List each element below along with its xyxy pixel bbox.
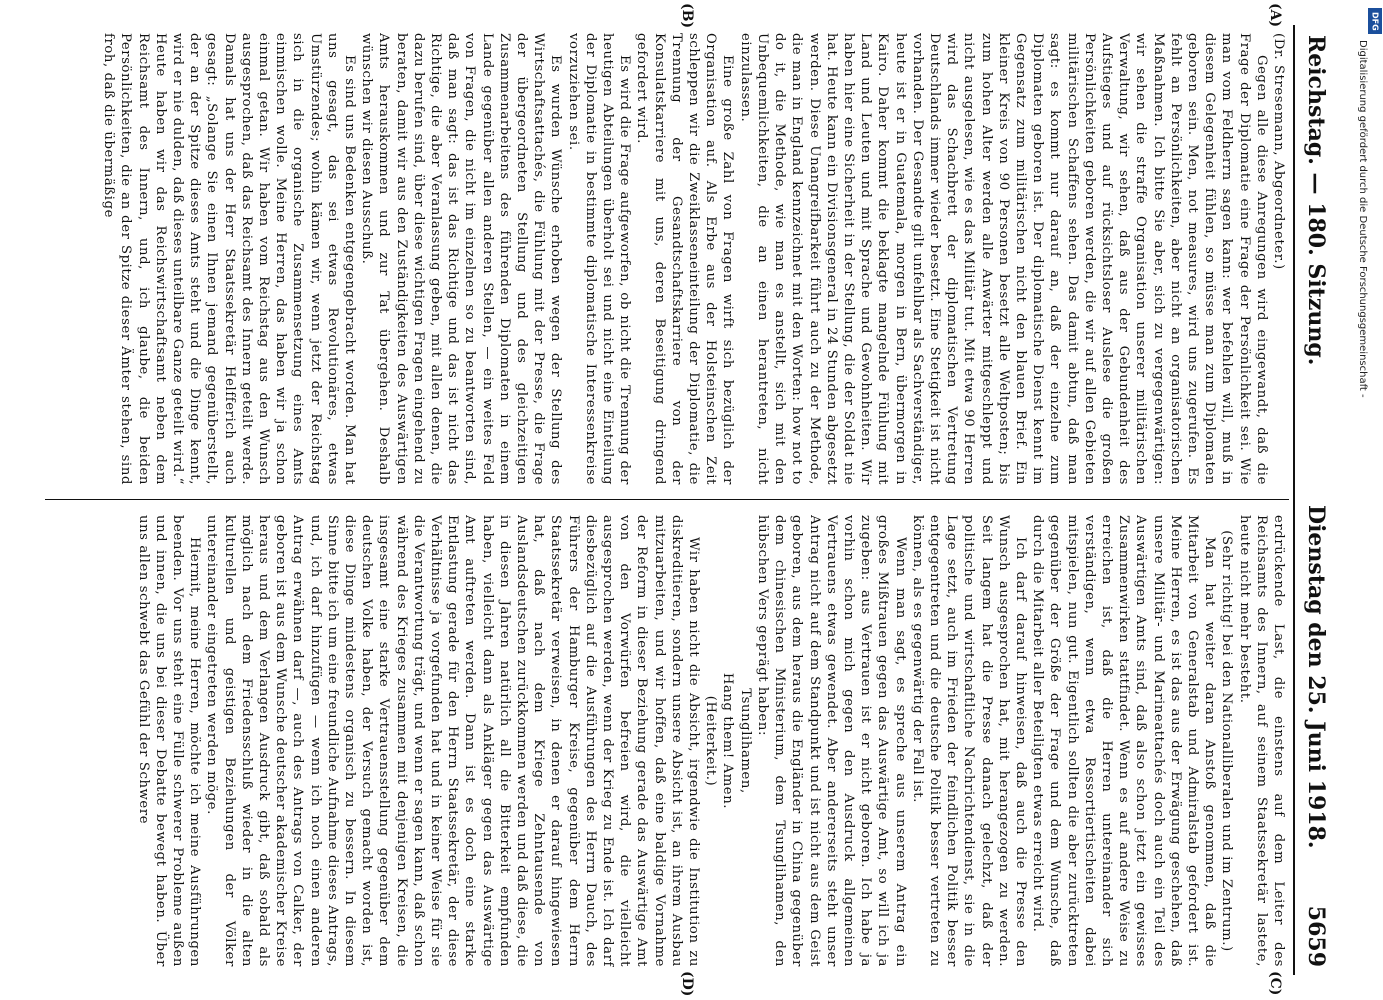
page-header [1295, 25, 1335, 975]
header-left-title: Reichstag. — 180. Sitzung. [1303, 35, 1329, 366]
left-text-column [45, 33, 1287, 485]
paragraph: Es wurden Wünsche erhoben wegen der Stellung des Wirtschaftsattachés, die Fühlung mit der Presse, die Frage der übergeordneten Stellung und des gleichzeitigen Zusammenarbeitens des führenden Diplomaten in einem Lande gegenüber allen anderen Stellen, — ein weites Feld von Fragen, die nicht im einzelnen so zu beantworten sind, daß man sagt: das ist das Richtige und das ist nicht das Richtige, die aber Veranlassung geben, mit allen denen, die dazu berufen sind, über diese wichtigen Fragen eingehend zu beraten, damit wir aus den Zuständigkeiten des Auswärtigen Amts herauskommen und zur Tat übergehen. Deshalb wünschen wir diesen Ausschuß. [359, 33, 564, 485]
paragraph: Es sind uns Bedenken entgegengebracht worden. Man hat uns gesagt, das sei etwas Revolutionäres, etwas Umstürzendes; wohin kämen wir, wenn jetzt der Reichstag sich in die organische Zusammensetzung eines Amts einmischen wolle. Meine Herren, das haben wir ja schon einmal getan. Wir haben vom Reichstag aus den Wunsch ausgesprochen, daß das Reichsamt des Innern geteilt werde. Damals hat uns der Herr Staatssekretär Helfferich auch gesagt: „Solange Sie einen Ihnen jemand gegenüberstellt, der an der Spitze dieses Amts steht und die Dinge kennt, wird er nie dulden, daß dieses unteilbare Ganze geteilt wird.“ Heute haben wir das Reichswirtschaftsamt neben dem Reichsamt des Innern, und, ich glaube, die beiden Persönlichkeiten, die an der Spitze dieser Ämter stehen, sind froh, daß die übermäßige [101, 33, 358, 485]
margin-mark-a: (A) [1267, 3, 1283, 28]
paragraph: Wir haben nicht die Absicht, irgendwie die Institution zu diskreditieren, sondern unsere Absicht ist, an ihrem Ausbau mitzuarbeiten, und wir hoffen, daß eine baldige Vornahme der Reform in dieser Beziehung gerade das Auswärtige Amt von den Vorwürfen befreien wird, die vielleicht ausgesprochen werden, wenn der Krieg zu Ende ist. Ich darf diesbezüglich auf die Ausführungen des Herrn Dauch, des Führers der Hamburger Kreise, gegenüber dem Herrn Staatssekretär verweisen, in denen er darauf hingewiesen hat, daß nach dem Kriege Zehntausende von Auslandsdeutschen zurückkommen werden und daß diese, die in diesen Jahren natürlich all die Bitterkeit empfunden haben, vielleicht dann als Ankläger gegen das Auswärtige Amt auftreten werden. Dann ist es doch eine starke Entlastung gerade für den Herrn Staatssekretär, der diese Verhältnisse ja vorgefunden hat und in keiner Weise für sie die Verantwortung trägt, und wenn er sagen kann, daß schon während des Krieges zusammen mit denjenigen Kreisen, die insgesamt eine starke Vertrauensstellung gegenüber dem deutschen Volke haben, der Versuch gemacht worden ist, diese Dinge mindestens organisch zu bessern. In diesem Sinne bitte ich um eine freundliche Aufnahme dieses Antrags, und, ich darf hinzufügen — wenn ich noch einen anderen Antrag erwähnen darf —, auch des Antrags von Calker, der geboren ist aus dem Wunsche deutscher akademischer Kreise heraus und dem Verlangen Ausdruck gibt, daß sobald als möglich nach dem Friedensschluß wieder in die alten kulturellen und geistigen Beziehungen der Völker untereinander eingetreten werden möge. [204, 515, 702, 967]
speaker-line: (Dr. Stresemann, Abgeordneter.) [1271, 33, 1286, 270]
paragraph: Es wird die Frage aufgeworfen, ob nicht die Trennung der heutigen Abteilungen überholt sei und nicht eine Einteilung der Diplomatie in bestimmte diplomatische Interessenkreise vorzuziehen sei. [565, 33, 633, 485]
header-rule [1293, 25, 1295, 975]
interjection: (Heiterkeit.) [703, 695, 719, 787]
rotated-newspaper-page [45, 3, 1335, 997]
digitization-note: Digitalisierung gefördert durch die Deutsche Forschungsgemeinschaft - [1357, 40, 1368, 398]
paragraph: Wenn man sagt, es spreche aus unserem Antrag ein großes Mißtrauen gegen das Auswärtige Amt, so will ich ja zugeben: aus Vertrauen ist er nicht geboren. Ich habe ja vorhin schon mich gegen den Ausdruck allgemeinen Vertrauens etwas gewendet. Aber andererseits steht unser Antrag nicht auf dem Standpunkt und ist nicht aus dem Geist geboren, aus dem heraus die Engländer in China gegenüber dem chinesischen Ministerium, dem Tsunglihamen, den hübschen Vers geprägt haben: [754, 515, 908, 967]
margin-mark-d: (D) [679, 971, 695, 997]
dfg-logo: DFG [1368, 8, 1382, 34]
paragraph: Eine große Zahl von Fragen wirft sich bezüglich der Organisation auf. Als Erbe aus der Holsteinschen Zeit schleppen wir die Zweiklasseneinteilung der Diplomatie, die Trennung der Gesandtschaftskarriere von der Konsulatskarriere mit uns, deren Beseitigung dringend gefordert wird. [634, 33, 736, 485]
verse-line: Tsunglihamen, [737, 688, 753, 794]
margin-mark-c: (C) [1267, 971, 1283, 996]
header-date: Dienstag den 25. Juni 1918. [1303, 505, 1329, 849]
right-text-column [45, 515, 1287, 967]
paragraph: Ich darf darauf hinweisen, daß auch die Presse den Wunsch ausgesprochen hat, mit herangezogen zu werden. Seit langem hat die Presse danach gelechzt, daß der politische und wirtschaftliche Nachrichtendienst, sie in die Lage setzt, auch im Frieden der feindlichen Politik besser entgegentreten und die deutsche Politik besser vertreten zu können, als es gegenwärtig der Fall ist. [909, 515, 1028, 967]
interjection: (Sehr richtig! bei den Nationalliberalen und im Zentrum.) [1219, 530, 1235, 952]
margin-mark-b: (B) [679, 3, 695, 29]
column-divider [45, 499, 1289, 500]
paragraph: erdrückende Last, die einstens auf dem Leiter des Reichsamts des Innern, auf seinem Staatssekretär lastete, heute nicht mehr besteht. [1236, 515, 1286, 967]
paragraph: Hiermit, meine Herren, möchte ich meine Ausführungen beenden. Vor uns steht eine Fülle schwerer Probleme außen und innen, die uns bei dieser Debatte bewegt haben. Über uns allen schwebt das Gefühl der Schwere [135, 515, 203, 967]
page-number: 5659 [1303, 905, 1329, 967]
verse-line: Hang them! Amen. [720, 672, 736, 810]
paragraph: Gegen alle diese Anregungen wird eingewandt, daß die Frage der Diplomatie eine Frage der Persönlichkeit sei. Wie man vom Feldherrn sagen kann: wer befehlen will, muß in diesem Gelegenheit fühlen, so müsse man zum Diplomaten geboren sein. Men, not measures, wird uns zugerufen. Es fehlt an Persönlichkeiten, aber nicht an organisatorischen Maßnahmen. Ich bitte Sie aber, sich zu vergegenwärtigen: wir sehen die straffe Organisation unserer militärischen Verwaltung, wir sehen, daß aus der Gebundenheit des Aufstieges und auf rücksichtsloser Auslese die großen Persönlichkeiten geboren werden, die wir auf allen Gebieten militärischen Schaffens sehen. Das damit abtun, daß man sagt: es kommt nur darauf an, daß der einzelne zum Diplomaten geboren ist. Der diplomatische Dienst kennt im Gegensatz zum militärischen nicht den blauen Brief. Ein kleiner Kreis von 90 Personen besetzt alle Weltposten; bis zum hohen Alter werden alle Anwärter mitgeschleppt und nicht ausgelesen, wie es das Militär tut. Mit etwa 90 Herren wird das Schachbrett der diplomatischen Vertretung Deutschlands immer wieder besetzt. Eine Stetigkeit ist nicht vorhanden. Der Gesandte gilt unfehlbar als Sachverständiger, heute ist er in Guatemala, morgen in Bern, übermorgen in Kairo. Daher kommt die beklagte mangelnde Fühlung mit Land und Leuten und mit Sprache und Gewohnheiten. Wir haben hier eine Sicherheit in der Stellung, die der Soldat nie hat. Heute kann ein Divisionsgeneral in 24 Stunden abgesetzt werden. Diese Unangreifbarkeit führt auch zu der Methode, die man in England kennzeichnet mit den Worten: how not to do it, die Methode, wie man es anstellt, sich mit den Unbequemlichkeiten, die an einen herantreten, nicht einzulassen. [737, 33, 1269, 485]
paragraph: Man hat weiter daran Anstoß genommen, daß die Mitarbeit von Generalstab und Admiralstab gefordert ist. Meine Herren, es ist das aus der Erwägung geschehen, daß unsere Militär- und Marineattachés doch auch ein Teil des Auswärtigen Amts sind, daß also schon jetzt ein gewisses Zusammenwirken stattfindet. Wenn es auf andere Weise zu erreichen ist, daß die Herren untereinander sich verständigen, wenn etwa Ressortiertischeiten dabei mitspielen, nun gut. Eigentlich sollten die aber zurücktreten gegenüber der Größe der Frage und dem Wunsche, daß durch die Mitarbeit aller Beteiligten etwas erreicht wird. [1030, 515, 1218, 967]
